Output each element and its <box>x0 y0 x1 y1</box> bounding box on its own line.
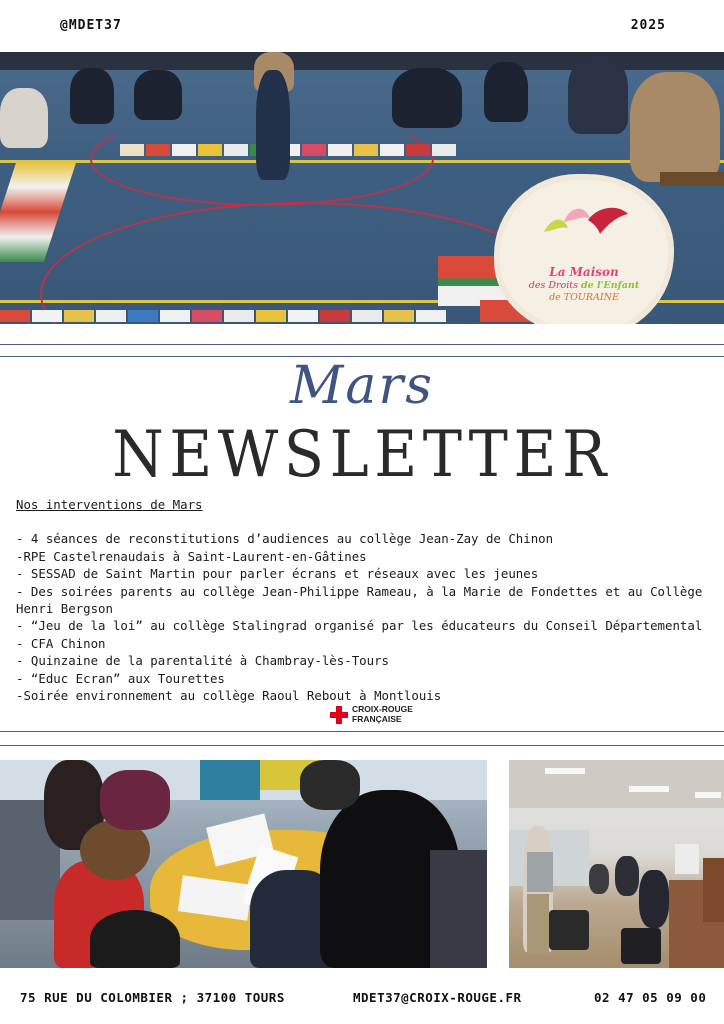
divider <box>0 344 724 345</box>
logo-line-3: de TOURAINE <box>549 292 619 303</box>
interventions-section <box>16 496 708 704</box>
list-item: - “Educ Ecran” aux Tourettes <box>16 670 225 686</box>
list-item: - CFA Chinon <box>16 635 106 651</box>
classroom-photo <box>0 760 487 968</box>
list-item: - Quinzaine de la parentalité à Chambray-lès-Tours <box>16 653 389 669</box>
interventions-heading: Nos interventions de Mars <box>16 497 203 512</box>
footer-phone[interactable]: 02 47 05 09 00 <box>594 990 707 1005</box>
croix-rouge-logo <box>330 705 413 724</box>
list-item: - “Jeu de la loi” au collège Stalingrad organisé par les éducateurs du Conseil Départemental <box>16 618 703 634</box>
list-item: -RPE Castelrenaudais à Saint-Laurent-en-Gâtines <box>16 548 367 564</box>
list-item: - SESSAD de Saint Martin pour parler écrans et réseaux avec les jeunes <box>16 566 539 582</box>
birds-icon <box>538 202 630 246</box>
title-script: Mars <box>290 356 434 416</box>
hero-photo <box>0 52 724 324</box>
red-cross-icon <box>330 706 348 724</box>
footer-address: 75 RUE DU COLOMBIER ; 37100 TOURS <box>20 990 285 1005</box>
list-item: - 4 séances de reconstitutions d’audiences au collège Jean-Zay de Chinon <box>16 531 554 547</box>
list-item: - Des soirées parents au collège Jean-Philippe Rameau, à la Marie de Fondettes et au Collège Henri Bergson <box>16 583 703 617</box>
footer-email[interactable]: MDET37@CROIX-ROUGE.FR <box>353 990 522 1005</box>
partner-line-1: CROIX-ROUGE <box>352 704 413 714</box>
list-item: -Soirée environnement au collège Raoul Rebout à Montlouis <box>16 688 442 704</box>
title-main: NEWSLETTER <box>112 418 612 492</box>
header-year: 2025 <box>630 18 666 33</box>
logo-line-1: La Maison <box>549 265 619 279</box>
divider <box>0 745 724 746</box>
header-handle: @MDET37 <box>60 18 122 33</box>
interventions-list <box>16 530 708 704</box>
maison-droits-enfant-logo <box>500 180 668 324</box>
divider <box>0 731 724 732</box>
logo-line-2: des Droits de l'Enfant <box>528 280 640 291</box>
workshop-photo <box>509 760 724 968</box>
partner-line-2: FRANÇAISE <box>352 713 402 724</box>
